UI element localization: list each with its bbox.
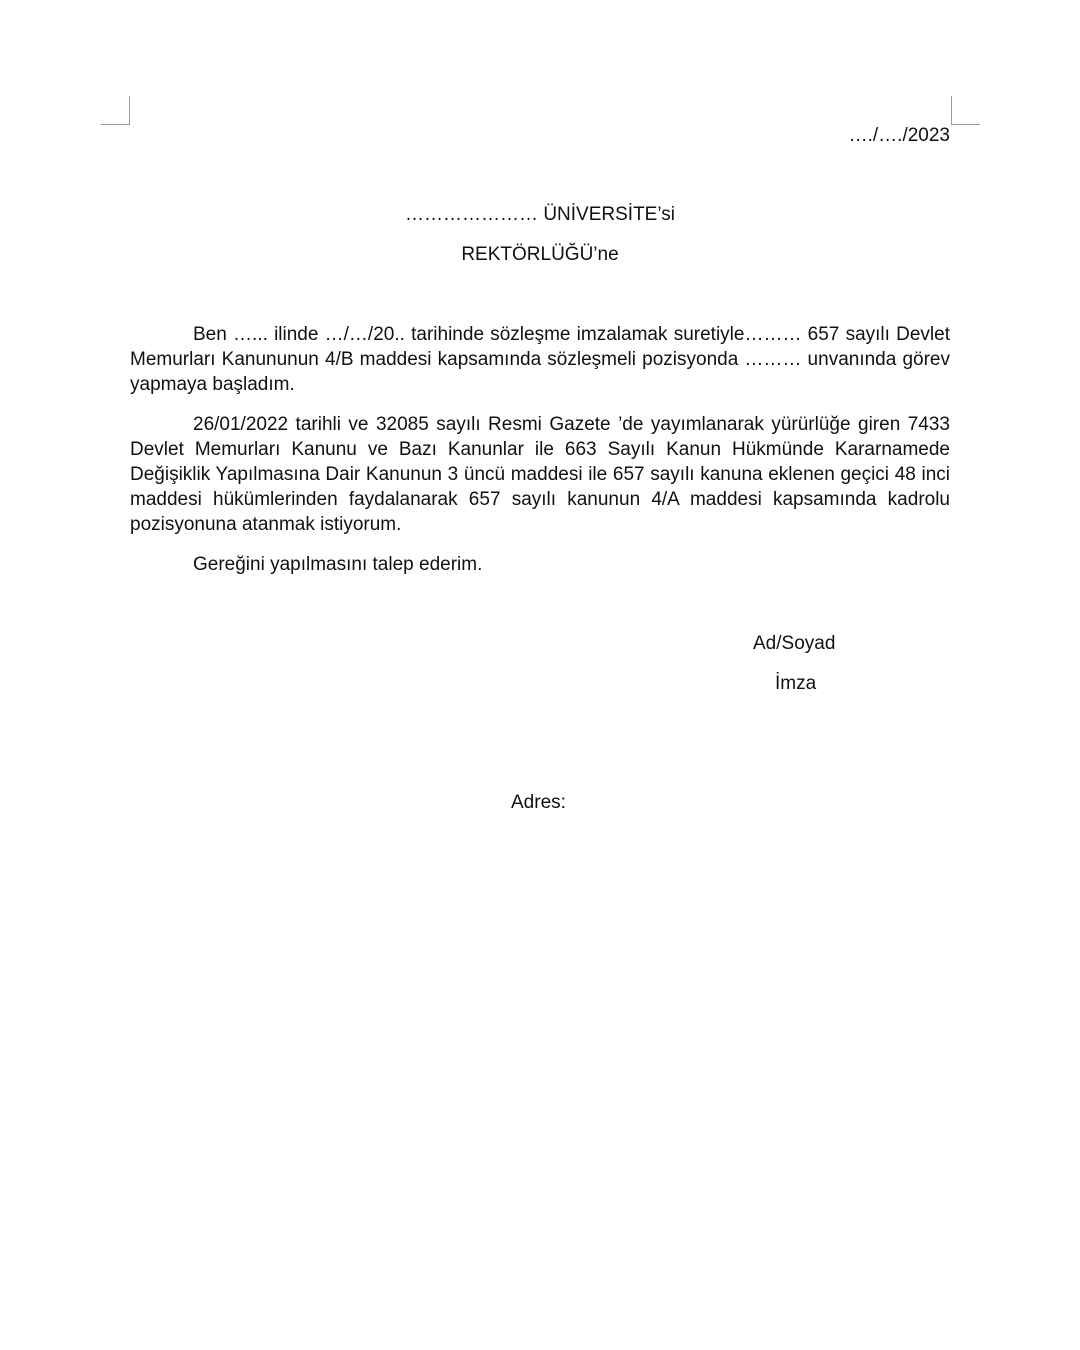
petition-body [130, 322, 950, 592]
addressee-rectorate: REKTÖRLÜĞÜ’ne [461, 244, 619, 265]
addressee-university: ………………… ÜNİVERSİTE’si [405, 204, 675, 225]
top-right-margin-mark [951, 96, 980, 125]
paragraph-1: Ben …... ilinde …/…/20.. tarihinde sözleşme imzalamak suretiyle……… 657 sayılı Devlet Memurları Kanununun 4/B maddesi kapsamında sözleşmeli pozisyonda ……… unvanında görev yapmaya başladım. [130, 324, 950, 395]
signature-label: İmza [775, 673, 817, 694]
paragraph-3: Gereğini yapılmasını talep ederim. [193, 554, 483, 575]
signature-name-label: Ad/Soyad [753, 633, 836, 654]
paragraph-2: 26/01/2022 tarihli ve 32085 sayılı Resmi Gazete ’de yayımlanarak yürürlüğe giren 7433 Devlet Memurları Kanunu ve Bazı Kanunlar ile 663 Sayılı Kanun Hükmünde Kararnamede Değişiklik Yapılmasına Dair Kanunun 3 üncü maddesi ile 657 sayılı kanuna eklenen geçici 48 inci maddesi hükümlerinden faydalanarak 657 sayılı kanunun 4/A maddesi kapsamında kadrolu pozisyonuna atanmak istiyorum. [130, 414, 950, 535]
address-label: Adres: [511, 792, 566, 813]
top-left-margin-mark [101, 96, 130, 125]
document-date: …./…./2023 [848, 125, 950, 146]
